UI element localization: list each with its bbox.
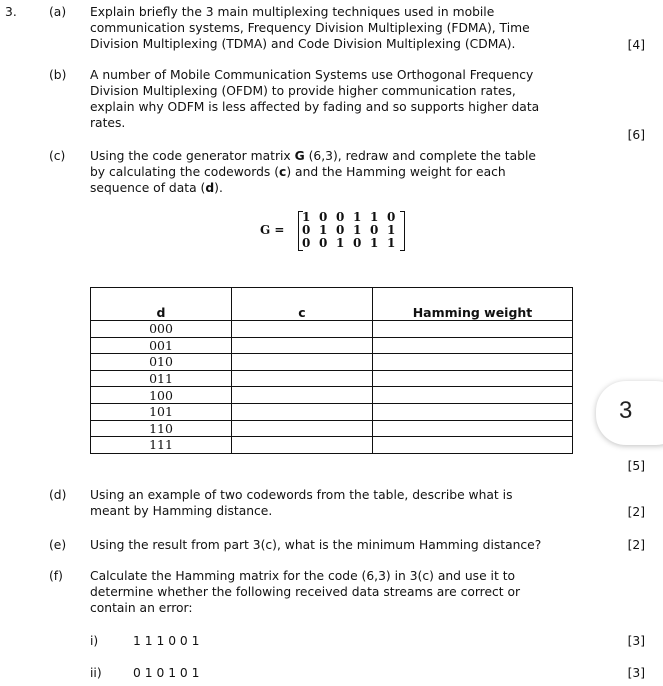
bold-symbol: G [294,149,305,163]
question-number: 3. [5,5,17,19]
part-b-text [90,67,539,131]
part-b-marks: [6] [627,128,645,142]
header-c: c [232,288,373,321]
text-line [90,180,536,196]
d-cell: 100 [91,387,232,404]
text-line: Division Multiplexing (TDMA) and Code Division Multiplexing (CDMA). [90,37,516,51]
part-d-text [90,487,512,519]
header-hamming-weight: Hamming weight [373,288,573,321]
part-c-label: (c) [49,149,66,163]
text: by calculating the codewords ( [90,165,280,179]
codeword-table [90,287,573,454]
matrix-entry: 1 [353,210,362,224]
text-line: communication systems, Frequency Division Multiplexing (FDMA), Time [90,21,530,35]
table-row [91,403,573,420]
text-line: Using an example of two codewords from the table, describe what is [90,488,513,502]
text-line: Calculate the Hamming matrix for the code (6,3) in 3(c) and use it to [90,569,516,583]
part-e-text: Using the result from part 3(c), what is the minimum Hamming distance? [90,538,542,552]
item-ii-value: 0 1 0 1 0 1 [133,666,200,680]
c-cell[interactable] [232,354,373,371]
item-ii-label: ii) [90,666,102,680]
d-cell: 001 [91,337,232,354]
matrix-entry: 0 [353,236,362,250]
part-d-marks: [2] [627,505,645,519]
part-c-marks: [5] [627,459,645,473]
text: sequence of data ( [90,181,206,195]
text-line: A number of Mobile Communication Systems use Orthogonal Frequency [90,68,534,82]
text: ). [214,181,223,195]
matrix-row [302,237,404,250]
matrix-entry: 0 [319,210,328,224]
part-e-label: (e) [49,538,67,552]
matrix-name: G = [260,223,285,237]
table-row [91,387,573,404]
item-i-marks: [3] [627,634,645,648]
matrix-body [302,211,404,250]
item-ii-marks: [3] [627,666,645,680]
part-a-marks: [4] [627,38,645,52]
matrix-entry: 0 [319,236,328,250]
part-f-label: (f) [49,569,63,583]
text-line: determine whether the following received data streams are correct or [90,585,521,599]
text-line [90,164,536,180]
table-row [91,370,573,387]
matrix-entry: 0 [302,236,311,250]
c-cell[interactable] [232,370,373,387]
matrix-entry: 1 [353,223,362,237]
weight-cell[interactable] [373,337,573,354]
c-cell[interactable] [232,337,373,354]
c-cell[interactable] [232,437,373,454]
table-row [91,337,573,354]
part-d-label: (d) [49,488,67,502]
text-line: explain why ODFM is less affected by fading and so supports higher data [90,100,540,114]
weight-cell[interactable] [373,387,573,404]
matrix-entry: 1 [387,236,396,250]
text-line [90,148,536,164]
table-row [91,321,573,338]
bold-symbol: c [279,165,287,179]
matrix-entry: 1 [370,210,379,224]
matrix-entry: 0 [370,223,379,237]
table-header-row [91,288,573,321]
header-d: d [91,288,232,321]
c-cell[interactable] [232,420,373,437]
matrix-entry: 0 [387,210,396,224]
part-c-text [90,148,536,196]
weight-cell[interactable] [373,420,573,437]
matrix-entry: 1 [370,236,379,250]
c-cell[interactable] [232,321,373,338]
weight-cell[interactable] [373,354,573,371]
table-row [91,420,573,437]
c-cell[interactable] [232,403,373,420]
text-line: Division Multiplexing (OFDM) to provide higher communication rates, [90,84,516,98]
d-cell: 011 [91,370,232,387]
matrix-entry: 0 [336,223,345,237]
table-row [91,437,573,454]
page-number-badge[interactable] [596,381,663,445]
weight-cell[interactable] [373,403,573,420]
text-line: Explain briefly the 3 main multiplexing techniques used in mobile [90,5,495,19]
bold-symbol: d [205,181,215,195]
text-line: rates. [90,116,126,130]
weight-cell[interactable] [373,370,573,387]
matrix-entry: 1 [336,236,345,250]
weight-cell[interactable] [373,321,573,338]
d-cell: 010 [91,354,232,371]
weight-cell[interactable] [373,437,573,454]
text-line: meant by Hamming distance. [90,504,273,518]
matrix-entry: 0 [336,210,345,224]
page-number: 3 [619,397,633,424]
matrix-entry: 1 [302,210,311,224]
text: ) and the Hamming weight for each [286,165,506,179]
c-cell[interactable] [232,387,373,404]
part-a-label: (a) [49,5,67,19]
d-cell: 101 [91,403,232,420]
table-row [91,354,573,371]
text-line: contain an error: [90,601,193,615]
d-cell: 110 [91,420,232,437]
matrix-entry: 1 [319,223,328,237]
item-i-value: 1 1 1 0 0 1 [133,634,200,648]
matrix-entry: 1 [387,223,396,237]
text: (6,3), redraw and complete the table [304,149,536,163]
part-e-marks: [2] [627,538,645,552]
matrix-entry: 0 [302,223,311,237]
d-cell: 000 [91,321,232,338]
text: Using the code generator matrix [90,149,295,163]
item-i-label: i) [90,634,99,648]
part-b-label: (b) [49,68,67,82]
part-f-text [90,568,520,616]
part-a-text [90,4,530,52]
d-cell: 111 [91,437,232,454]
